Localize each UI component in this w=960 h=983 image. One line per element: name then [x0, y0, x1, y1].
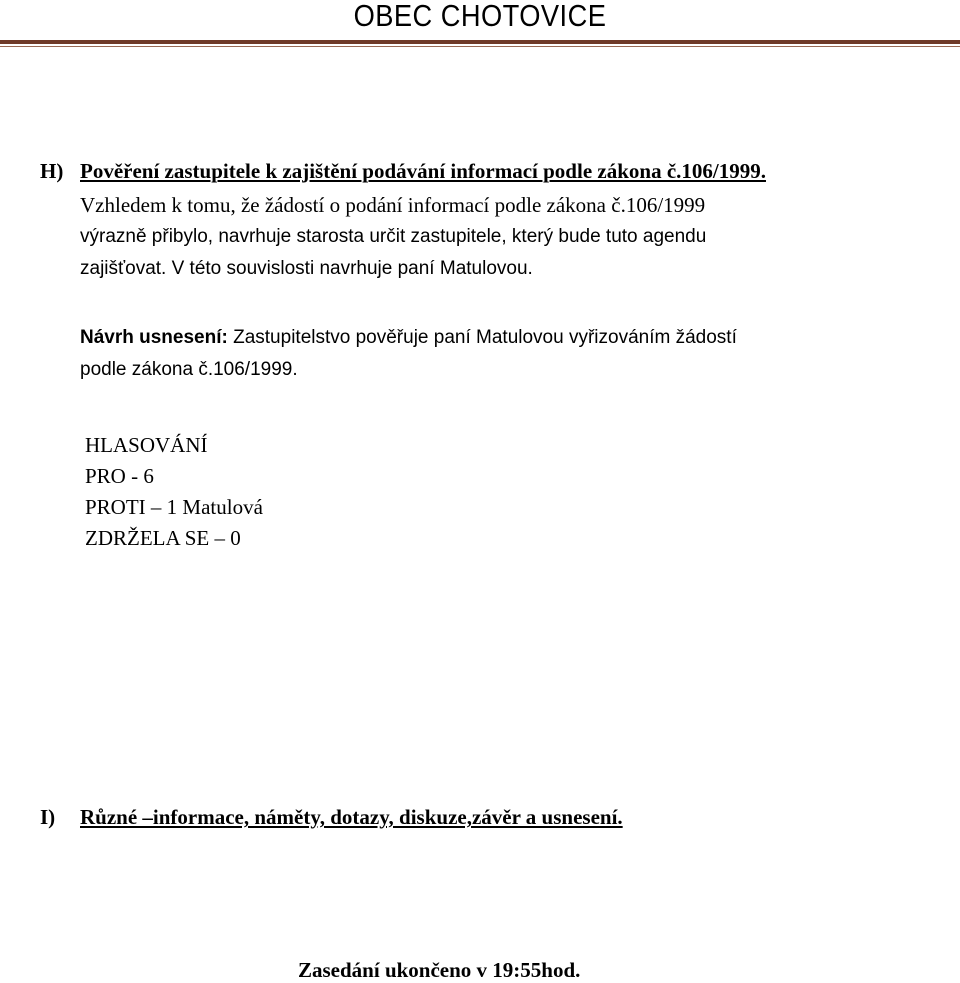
resolution-label: Návrh usnesení: — [80, 327, 228, 348]
header-divider — [0, 40, 960, 44]
voting-title: HLASOVÁNÍ — [85, 433, 208, 457]
page-title: OBEC CHOTOVICE — [353, 0, 607, 33]
resolution-text-line: podle zákona č.106/1999. — [80, 359, 298, 380]
section-h-paragraph-line: výrazně přibylo, navrhuje starosta určit zastupitele, který bude tuto agendu — [80, 226, 707, 247]
resolution-text: Zastupitelstvo pověřuje paní Matulovou vyřizováním žádostí — [227, 327, 737, 348]
resolution-proposal — [80, 325, 737, 351]
header-divider-thin — [0, 46, 960, 47]
section-i-letter: I) — [40, 805, 56, 829]
section-h-paragraph-line: zajišťovat. V této souvislosti navrhuje paní Matulovou. — [80, 258, 533, 279]
voting-pro: PRO - 6 — [85, 464, 154, 488]
voting-abstained: ZDRŽELA SE – 0 — [85, 526, 241, 550]
voting-proti: PROTI – 1 Matulová — [85, 495, 263, 519]
section-h-letter: H) — [40, 159, 64, 183]
section-h-paragraph-line: Vzhledem k tomu, že žádostí o podání informací podle zákona č.106/1999 — [80, 193, 706, 217]
closing-note: Zasedání ukončeno v 19:55hod. — [298, 958, 581, 982]
section-h-heading: Pověření zastupitele k zajištění podávání informací podle zákona č.106/1999. — [80, 159, 766, 183]
section-i-heading: Různé –informace, náměty, dotazy, diskuze,závěr a usnesení. — [80, 805, 623, 829]
